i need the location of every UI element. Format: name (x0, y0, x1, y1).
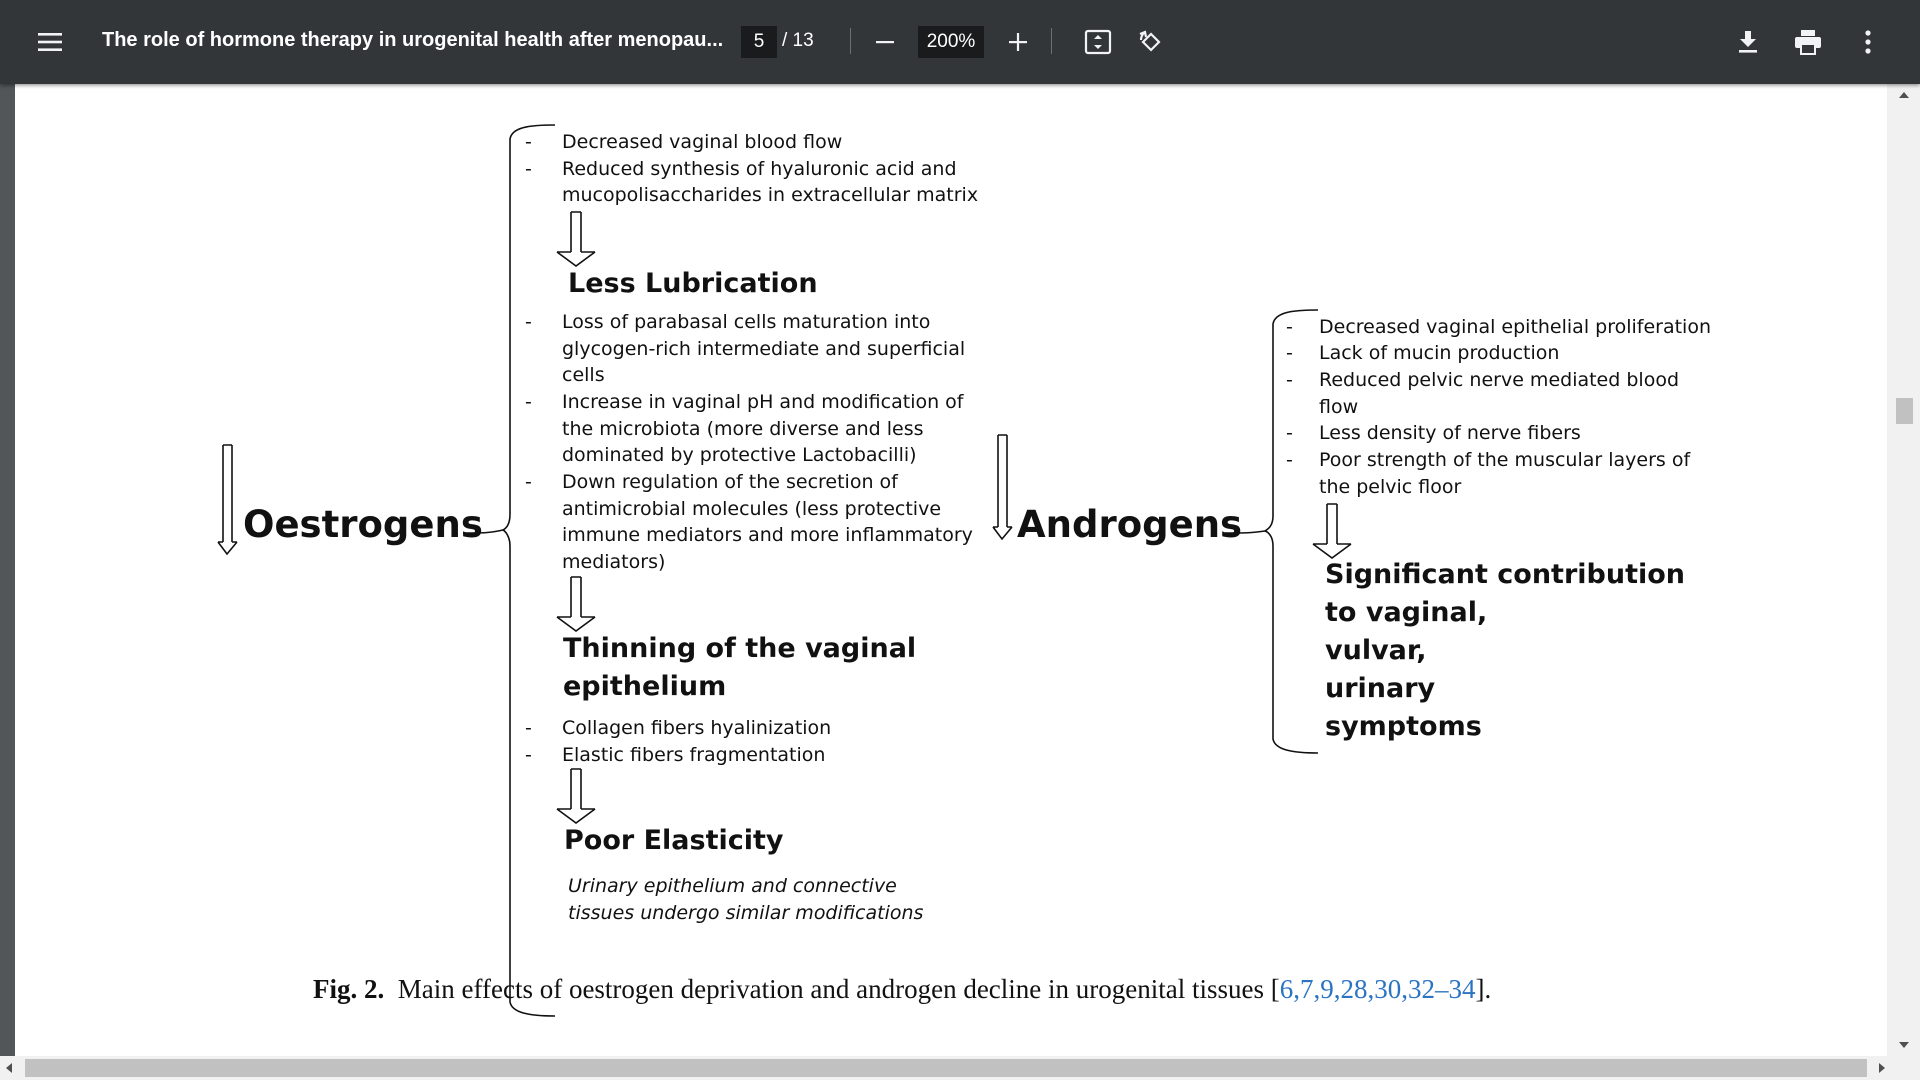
menu-icon[interactable] (28, 20, 72, 64)
caption-text: Main effects of oestrogen deprivation and androgen decline in urogenital tissues [ (397, 974, 1280, 1004)
figure-caption (313, 974, 1491, 1005)
page-number-input[interactable]: 5 (741, 26, 777, 58)
print-icon[interactable] (1786, 20, 1830, 64)
androgens-down-arrow (993, 435, 1012, 539)
toolbar-divider (1051, 28, 1052, 54)
scroll-up-icon (1899, 92, 1909, 98)
list-item: Decreased vaginal blood flow (562, 131, 843, 153)
thinning-heading-line1: Thinning of the vaginal (563, 633, 917, 664)
androgens-result-line: symptoms (1325, 711, 1482, 742)
list-item: Elastic fibers fragmentation (562, 744, 826, 766)
list-item: Lack of mucin production (1319, 342, 1560, 364)
list-item: flow (1319, 396, 1359, 418)
thinning-arrow (557, 577, 595, 631)
androgens-result-line: vulvar, (1325, 635, 1427, 666)
androgens-result-line: Significant contribution (1325, 559, 1686, 590)
note-line: Urinary epithelium and connective (568, 875, 897, 897)
list-item: mediators) (562, 551, 666, 573)
androgens-result-line: urinary (1325, 673, 1436, 704)
list-item: Reduced pelvic nerve mediated blood (1319, 369, 1679, 391)
horizontal-scrollbar[interactable] (0, 1056, 1920, 1080)
list-item: Collagen fibers hyalinization (562, 717, 832, 739)
scroll-thumb (25, 1059, 1867, 1077)
oestrogens-down-arrow (218, 445, 237, 554)
scroll-right-icon (1879, 1063, 1885, 1073)
toolbar-divider (850, 28, 851, 54)
caption-end: ]. (1475, 974, 1492, 1004)
bullet-dash: - (525, 471, 532, 493)
list-item: immune mediators and more inflammatory (562, 524, 973, 546)
bullet-dash: - (1286, 342, 1293, 364)
bullet-dash: - (1286, 422, 1293, 444)
document-title: The role of hormone therapy in urogenital health after menopau... (102, 29, 724, 51)
scroll-thumb (1896, 398, 1913, 424)
list-item: the microbiota (more diverse and less (562, 418, 924, 440)
zoom-in-icon[interactable] (996, 20, 1040, 64)
bullet-dash: - (1286, 316, 1293, 338)
vertical-scrollbar[interactable] (1887, 84, 1920, 1056)
less-lubrication-arrow (557, 212, 595, 266)
list-item: antimicrobial molecules (less protective (562, 498, 942, 520)
more-options-icon[interactable] (1846, 20, 1890, 64)
bullet-dash: - (525, 131, 532, 153)
figure-label: Fig. 2. (313, 974, 385, 1004)
list-item: Increase in vaginal pH and modification of (562, 391, 964, 413)
bullet-dash: - (1286, 369, 1293, 391)
list-item: Loss of parabasal cells maturation into (562, 311, 931, 333)
pdf-toolbar (0, 0, 1920, 84)
androgens-result-line: to vaginal, (1325, 597, 1488, 628)
list-item: mucopolisaccharides in extracellular matrix (562, 184, 979, 206)
fit-to-page-icon[interactable] (1076, 20, 1120, 64)
rotate-icon[interactable] (1129, 20, 1173, 64)
zoom-out-icon[interactable] (863, 20, 907, 64)
significant-contribution-arrow (1313, 504, 1351, 558)
bullet-dash: - (525, 391, 532, 413)
list-item: dominated by protective Lactobacilli) (562, 444, 917, 466)
page-total: / 13 (782, 30, 814, 51)
download-icon[interactable] (1726, 20, 1770, 64)
list-item: cells (562, 364, 605, 386)
bullet-dash: - (525, 158, 532, 180)
list-item: glycogen-rich intermediate and superficial (562, 338, 966, 360)
list-item: Reduced synthesis of hyaluronic acid and (562, 158, 957, 180)
poor-elasticity-heading: Poor Elasticity (564, 825, 784, 856)
thinning-heading-line2: epithelium (563, 671, 727, 702)
list-item: the pelvic floor (1319, 476, 1462, 498)
list-item: Poor strength of the muscular layers of (1319, 449, 1691, 471)
oestrogens-label: Oestrogens (243, 503, 483, 546)
list-item: Decreased vaginal epithelial proliferation (1319, 316, 1712, 338)
note-line: tissues undergo similar modifications (568, 902, 924, 924)
reference-link[interactable]: 6,7,9,28,30,32–34 (1279, 974, 1476, 1004)
bullet-dash: - (525, 744, 532, 766)
bullet-dash: - (525, 717, 532, 739)
androgens-label: Androgens (1017, 503, 1243, 546)
zoom-input[interactable]: 200% (918, 26, 984, 58)
bullet-dash: - (525, 311, 532, 333)
oestrogens-brace (503, 125, 555, 1016)
scroll-down-icon (1899, 1042, 1909, 1048)
list-item: Down regulation of the secretion of (562, 471, 898, 493)
scroll-left-icon (6, 1063, 12, 1073)
pdf-page (15, 84, 1887, 1056)
less-lubrication-heading: Less Lubrication (568, 268, 818, 299)
poor-elasticity-arrow (557, 769, 595, 823)
bullet-dash: - (1286, 449, 1293, 471)
list-item: Less density of nerve fibers (1319, 422, 1581, 444)
